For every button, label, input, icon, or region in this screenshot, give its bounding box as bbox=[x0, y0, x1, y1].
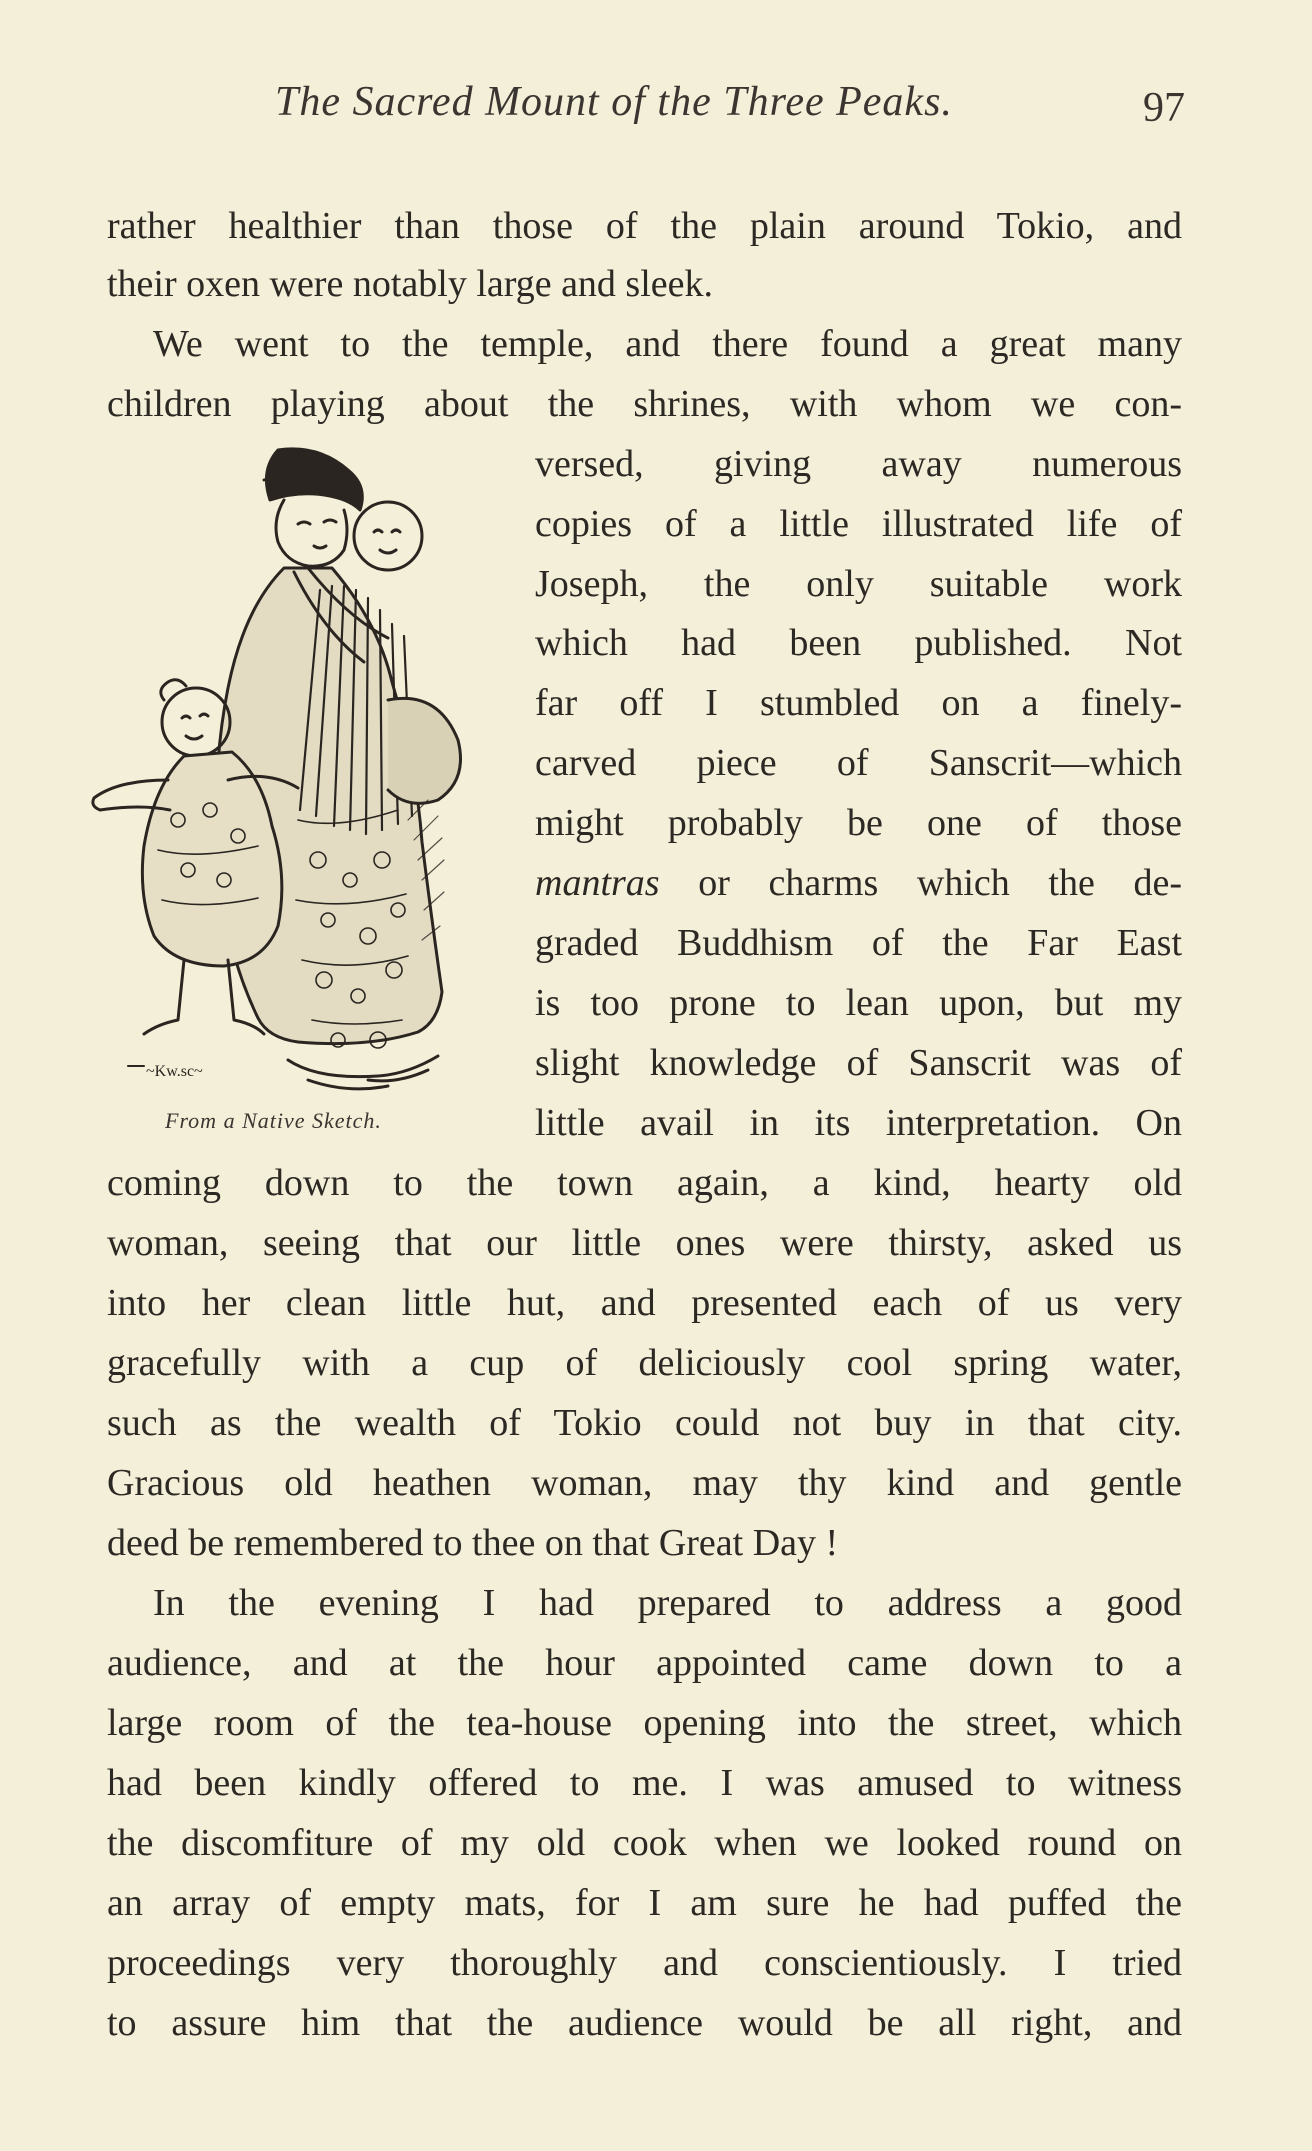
text-line-rest: or charms which the de- bbox=[659, 862, 1182, 904]
text-line: deed be remembered to thee on that Great Day ! bbox=[107, 1522, 839, 1564]
text-line: had been kindly offered to me. I was amused to witness bbox=[107, 1762, 1182, 1804]
text-line: carved piece of Sanscrit—which bbox=[535, 742, 1182, 784]
text-line: copies of a little illustrated life of bbox=[535, 503, 1182, 545]
text-line: rather healthier than those of the plain around Tokio, and bbox=[107, 205, 1182, 247]
page-number: 97 bbox=[1143, 85, 1185, 131]
text-line: little avail in its interpretation. On bbox=[535, 1102, 1182, 1144]
text-line: into her clean little hut, and presented each of us very bbox=[107, 1282, 1182, 1324]
text-line: proceedings very thoroughly and conscientiously. I tried bbox=[107, 1942, 1182, 1984]
text-line: to assure him that the audience would be all right, and bbox=[107, 2002, 1182, 2044]
text-line: far off I stumbled on a finely- bbox=[535, 682, 1182, 724]
text-line: coming down to the town again, a kind, hearty old bbox=[107, 1162, 1182, 1204]
text-line: such as the wealth of Tokio could not buy in that city. bbox=[107, 1402, 1182, 1444]
native-sketch-illustration bbox=[88, 440, 488, 1110]
text-line: audience, and at the hour appointed came down to a bbox=[107, 1642, 1182, 1684]
text-line: children playing about the shrines, with whom we con- bbox=[107, 383, 1182, 425]
running-title: The Sacred Mount of the Three Peaks. bbox=[275, 79, 953, 125]
italic-word: mantras bbox=[535, 862, 660, 904]
text-line: gracefully with a cup of deliciously cool spring water, bbox=[107, 1342, 1182, 1384]
text-line: Joseph, the only suitable work bbox=[535, 563, 1182, 605]
text-line: graded Buddhism of the Far East bbox=[535, 922, 1182, 964]
text-line: large room of the tea-house opening into the street, which bbox=[107, 1702, 1182, 1744]
figure-caption: From a Native Sketch. bbox=[165, 1108, 382, 1133]
text-line: We went to the temple, and there found a great many bbox=[153, 323, 1182, 365]
text-line: the discomfiture of my old cook when we looked round on bbox=[107, 1822, 1182, 1864]
artist-signature: ~Kw.sc~ bbox=[146, 1063, 203, 1080]
text-line: woman, seeing that our little ones were thirsty, asked us bbox=[107, 1222, 1182, 1264]
text-line: versed, giving away numerous bbox=[535, 443, 1182, 485]
text-line: is too prone to lean upon, but my bbox=[535, 982, 1182, 1024]
text-line bbox=[535, 853, 1182, 913]
text-line: which had been published. Not bbox=[535, 622, 1182, 664]
text-line: an array of empty mats, for I am sure he had puffed the bbox=[107, 1882, 1182, 1924]
text-line: their oxen were notably large and sleek. bbox=[107, 263, 714, 305]
text-line: might probably be one of those bbox=[535, 802, 1182, 844]
text-line: Gracious old heathen woman, may thy kind and gentle bbox=[107, 1462, 1182, 1504]
text-line: In the evening I had prepared to address a good bbox=[153, 1582, 1182, 1624]
running-head bbox=[105, 78, 1185, 138]
text-line: slight knowledge of Sanscrit was of bbox=[535, 1042, 1182, 1084]
